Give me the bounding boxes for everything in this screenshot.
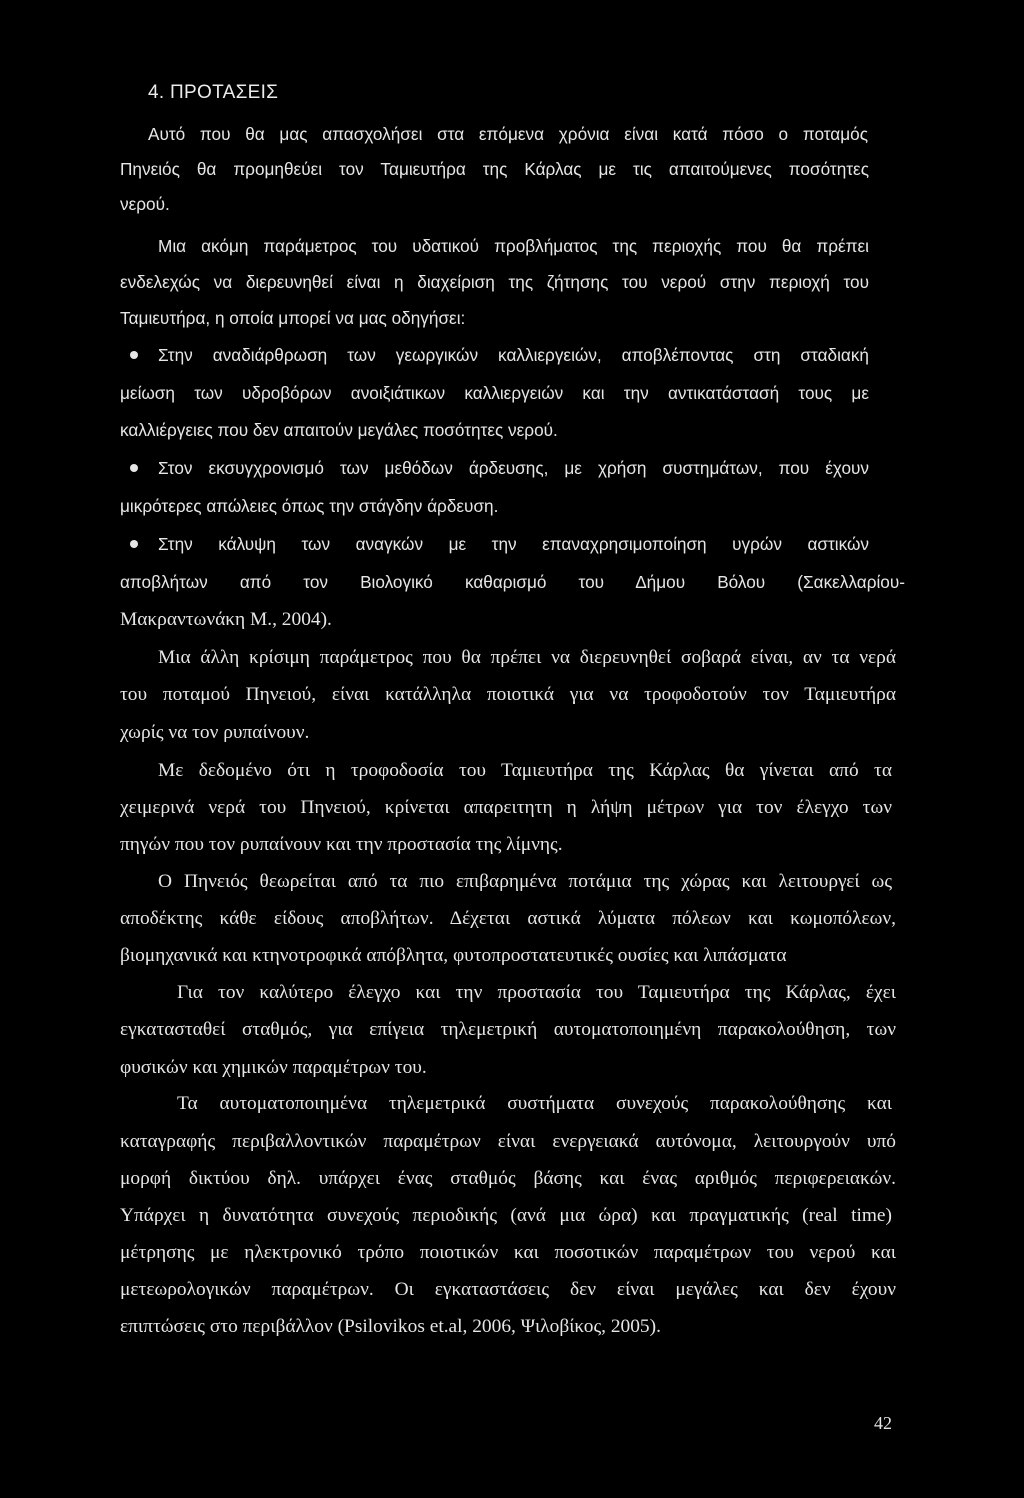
- paragraph-1-line-3: νερού.: [120, 194, 170, 214]
- paragraph-5-line-1: Ο Πηνειός θεωρείται από τα πιο επιβαρημένα ποτάμια της χώρας και λειτουργεί ως: [158, 871, 892, 892]
- paragraph-4-line-3: πηγών που τον ρυπαίνουν και την προστασία της λίμνης.: [120, 834, 563, 855]
- paragraph-7-line-6: μετεωρολογικών παραμέτρων. Οι εγκαταστάσεις δεν είναι μεγάλες και δεν έχουν: [120, 1279, 896, 1300]
- paragraph-1-line-2: Πηνειός θα προμηθεύει τον Ταμιευτήρα της Κάρλας με τις απαιτούμενες ποσότητες: [120, 159, 869, 179]
- paragraph-6-line-2: εγκατασταθεί σταθμός, για επίγεια τηλεμετρική αυτοματοποιημένη παρακολούθηση, των: [120, 1019, 896, 1040]
- bullet-3-line-2: αποβλήτων από τον Βιολογικό καθαρισμό του Δήμου Βόλου (Σακελλαρίου-: [120, 572, 905, 592]
- paragraph-4-line-1: Με δεδομένο ότι η τροφοδοσία του Ταμιευτήρα της Κάρλας θα γίνεται από τα: [158, 760, 892, 781]
- bullet-2-line-1: Στον εκσυγχρονισμό των μεθόδων άρδευσης, με χρήση συστημάτων, που έχουν: [158, 458, 869, 478]
- paragraph-3-line-3: χωρίς να τον ρυπαίνουν.: [120, 722, 310, 743]
- bullet-point-marker: [130, 464, 138, 472]
- paragraph-3-line-1: Μια άλλη κρίσιμη παράμετρος που θα πρέπει να διερευνηθεί σοβαρά είναι, αν τα νερά: [158, 647, 896, 668]
- paragraph-7-line-4: Υπάρχει η δυνατότητα συνεχούς περιοδικής (ανά μια ώρα) και πραγματικής (real time): [120, 1205, 892, 1226]
- paragraph-3-line-2: του ποταμού Πηνειού, είναι κατάλληλα ποιοτικά για να τροφοδοτούν τον Ταμιευτήρα: [120, 684, 896, 705]
- page-number: 42: [874, 1413, 892, 1433]
- paragraph-6-line-1: Για τον καλύτερο έλεγχο και την προστασία του Ταμιευτήρα της Κάρλας, έχει: [177, 982, 896, 1003]
- paragraph-5-line-3: βιομηχανικά και κτηνοτροφικά απόβλητα, φυτοπροστατευτικές ουσίες και λιπάσματα: [120, 945, 787, 966]
- bullet-1-line-1: Στην αναδιάρθρωση των γεωργικών καλλιεργειών, αποβλέποντας στη σταδιακή: [158, 345, 869, 365]
- bullet-3-line-3: Μακραντωνάκη Μ., 2004).: [120, 609, 332, 630]
- bullet-3-line-1: Στην κάλυψη των αναγκών με την επαναχρησιμοποίηση υγρών αστικών: [158, 534, 869, 554]
- bullet-2-line-2: μικρότερες απώλειες όπως την στάγδην άρδευση.: [120, 496, 499, 516]
- bullet-point-marker: [130, 540, 138, 548]
- paragraph-7-line-5: μέτρησης με ηλεκτρονικό τρόπο ποιοτικών και ποσοτικών παραμέτρων του νερού και: [120, 1242, 896, 1263]
- paragraph-2-line-2: ενδελεχώς να διερευνηθεί είναι η διαχείριση της ζήτησης του νερού στην περιοχή του: [120, 272, 869, 292]
- paragraph-6-line-3: φυσικών και χημικών παραμέτρων του.: [120, 1057, 427, 1078]
- paragraph-7-line-1: Τα αυτοματοποιημένα τηλεμετρικά συστήματα συνεχούς παρακολούθησης και: [177, 1093, 892, 1114]
- paragraph-1-line-1: Αυτό που θα μας απασχολήσει στα επόμενα χρόνια είναι κατά πόσο ο ποταμός: [148, 124, 868, 144]
- paragraph-4-line-2: χειμερινά νερά του Πηνειού, κρίνεται απαρειτητη η λήψη μέτρων για τον έλεγχο των: [120, 797, 892, 818]
- bullet-point-marker: [130, 351, 138, 359]
- paragraph-2-line-3: Ταμιευτήρα, η οποία μπορεί να μας οδηγήσει:: [120, 308, 466, 328]
- paragraph-2-line-1: Μια ακόμη παράμετρος του υδατικού προβλήματος της περιοχής που θα πρέπει: [158, 236, 869, 256]
- paragraph-7-line-2: καταγραφής περιβαλλοντικών παραμέτρων είναι ενεργειακά αυτόνομα, λειτουργούν υπό: [120, 1131, 896, 1152]
- bullet-1-line-2: μείωση των υδροβόρων ανοιξιάτικων καλλιεργειών και την αντικατάστασή τους με: [120, 383, 869, 403]
- paragraph-5-line-2: αποδέκτης κάθε είδους αποβλήτων. Δέχεται αστικά λύματα πόλεων και κωμοπόλεων,: [120, 908, 896, 929]
- paragraph-7-line-7: επιπτώσεις στο περιβάλλον (Psilovikos et.al, 2006, Ψιλοβίκος, 2005).: [120, 1316, 661, 1337]
- bullet-1-line-3: καλλιέργειες που δεν απαιτούν μεγάλες ποσότητες νερού.: [120, 420, 558, 440]
- section-heading: 4. ΠΡΟΤΑΣΕΙΣ: [148, 82, 279, 103]
- paragraph-7-line-3: μορφή δικτύου δηλ. υπάρχει ένας σταθμός βάσης και ένας αριθμός περιφερειακών.: [120, 1168, 896, 1189]
